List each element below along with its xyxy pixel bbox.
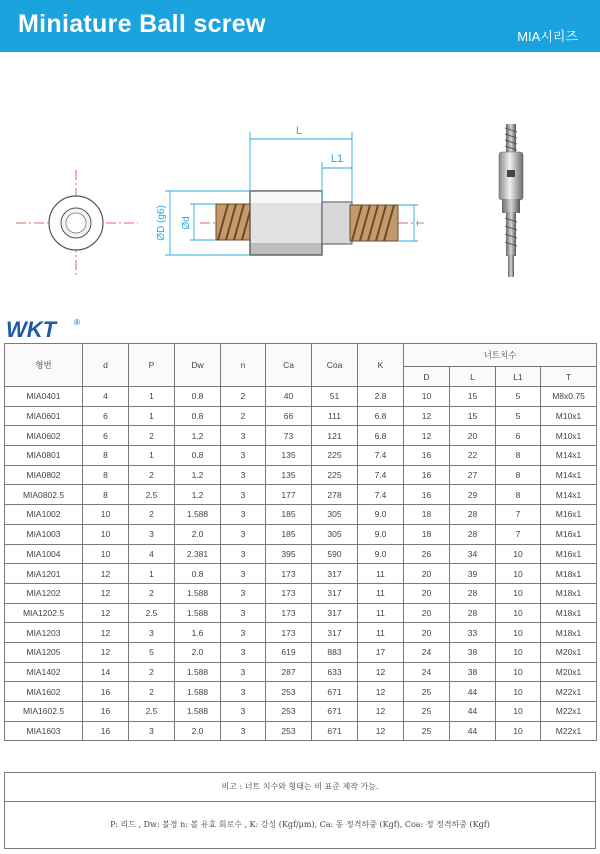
table-cell: 2.5 [129, 702, 175, 722]
table-cell: 4 [83, 387, 129, 407]
table-cell: 20 [404, 583, 450, 603]
table-cell: 305 [312, 524, 358, 544]
table-cell: 8 [496, 485, 541, 505]
table-row [5, 583, 597, 603]
table-cell: 0.8 [175, 446, 221, 466]
table-cell: MIA0401 [5, 387, 83, 407]
table-cell: 5 [496, 387, 541, 407]
table-cell: 38 [450, 662, 496, 682]
table-cell: 4 [129, 544, 175, 564]
table-cell: 671 [312, 702, 358, 722]
table-cell: 1.588 [175, 603, 221, 623]
table-cell: M14x1 [541, 446, 597, 466]
col-p: P [129, 344, 175, 387]
table-cell: 10 [496, 623, 541, 643]
table-row [5, 485, 597, 505]
table-cell: 177 [266, 485, 312, 505]
table-cell: 3 [221, 623, 266, 643]
table-cell: 633 [312, 662, 358, 682]
table-cell: MIA1603 [5, 721, 83, 741]
table-cell: 10 [83, 524, 129, 544]
table-cell: 12 [83, 642, 129, 662]
table-cell: 9.0 [358, 524, 404, 544]
table-cell: 44 [450, 721, 496, 741]
table-row [5, 524, 597, 544]
table-row [5, 642, 597, 662]
table-cell: 2 [129, 662, 175, 682]
table-cell: 3 [221, 662, 266, 682]
table-cell: 22 [450, 446, 496, 466]
side-view [156, 125, 427, 255]
table-cell: 3 [129, 524, 175, 544]
table-cell: 10 [83, 505, 129, 525]
table-row [5, 544, 597, 564]
col-k: K [358, 344, 404, 387]
table-cell: 3 [221, 702, 266, 722]
table-cell: 28 [450, 505, 496, 525]
table-row [5, 682, 597, 702]
col-nut-D: D [404, 367, 450, 387]
table-cell: 1 [129, 446, 175, 466]
table-cell: 12 [83, 623, 129, 643]
table-cell: 173 [266, 603, 312, 623]
table-cell: 11 [358, 564, 404, 584]
table-cell: 2.0 [175, 524, 221, 544]
table-cell: 34 [450, 544, 496, 564]
table-body [5, 387, 597, 741]
table-row [5, 387, 597, 407]
table-cell: 10 [83, 544, 129, 564]
table-cell: 6 [496, 426, 541, 446]
table-cell: 10 [496, 662, 541, 682]
table-cell: 25 [404, 721, 450, 741]
table-cell: MIA1602.5 [5, 702, 83, 722]
table-cell: 12 [83, 603, 129, 623]
table-row [5, 623, 597, 643]
table-cell: 3 [129, 721, 175, 741]
table-row [5, 662, 597, 682]
table-cell: 44 [450, 702, 496, 722]
table-cell: 2.5 [129, 485, 175, 505]
col-model: 형번 [5, 344, 83, 387]
table-cell: 7.4 [358, 485, 404, 505]
svg-text:ØD (g6): ØD (g6) [156, 205, 167, 241]
table-cell: 1.2 [175, 465, 221, 485]
table-cell: M16x1 [541, 505, 597, 525]
table-cell: 20 [404, 623, 450, 643]
col-coa: Coa [312, 344, 358, 387]
table-cell: 3 [129, 623, 175, 643]
table-cell: MIA1602 [5, 682, 83, 702]
table-cell: 2.381 [175, 544, 221, 564]
table-cell: 0.8 [175, 387, 221, 407]
table-cell: 619 [266, 642, 312, 662]
col-d: d [83, 344, 129, 387]
table-cell: 3 [221, 603, 266, 623]
table-cell: 15 [450, 387, 496, 407]
table-cell: 317 [312, 623, 358, 643]
col-n: n [221, 344, 266, 387]
table-cell: 11 [358, 623, 404, 643]
table-cell: 225 [312, 465, 358, 485]
col-nut-L1: L1 [496, 367, 541, 387]
table-cell: M18x1 [541, 564, 597, 584]
table-row [5, 603, 597, 623]
table-cell: 2 [221, 387, 266, 407]
table-cell: 3 [221, 446, 266, 466]
table-row [5, 702, 597, 722]
table-cell: M14x1 [541, 485, 597, 505]
table-cell: M16x1 [541, 524, 597, 544]
table-cell: MIA1202.5 [5, 603, 83, 623]
table-cell: 6.8 [358, 426, 404, 446]
table-cell: 38 [450, 642, 496, 662]
col-nut-L: L [450, 367, 496, 387]
table-cell: 33 [450, 623, 496, 643]
table-cell: 44 [450, 682, 496, 702]
table-cell: 16 [83, 682, 129, 702]
table-cell: 40 [266, 387, 312, 407]
table-cell: 12 [358, 702, 404, 722]
table-cell: 11 [358, 583, 404, 603]
table-cell: MIA1205 [5, 642, 83, 662]
table-cell: 7 [496, 524, 541, 544]
table-cell: 28 [450, 524, 496, 544]
table-cell: 16 [404, 446, 450, 466]
table-cell: 24 [404, 662, 450, 682]
table-cell: MIA1202 [5, 583, 83, 603]
table-cell: M10x1 [541, 406, 597, 426]
table-cell: M20x1 [541, 662, 597, 682]
table-cell: 10 [496, 682, 541, 702]
table-cell: MIA1402 [5, 662, 83, 682]
table-cell: 173 [266, 564, 312, 584]
table-cell: 1.588 [175, 662, 221, 682]
table-cell: 2.0 [175, 642, 221, 662]
table-cell: MIA0602 [5, 426, 83, 446]
table-cell: 11 [358, 603, 404, 623]
spec-table [4, 343, 597, 741]
table-cell: 8 [83, 446, 129, 466]
table-cell: 9.0 [358, 544, 404, 564]
table-cell: 26 [404, 544, 450, 564]
table-cell: 12 [404, 406, 450, 426]
table-cell: 1.6 [175, 623, 221, 643]
table-cell: 3 [221, 505, 266, 525]
table-cell: 1.588 [175, 583, 221, 603]
table-cell: 5 [129, 642, 175, 662]
table-cell: 121 [312, 426, 358, 446]
table-cell: 395 [266, 544, 312, 564]
table-cell: 16 [83, 721, 129, 741]
series-label: MIA시리즈 [517, 29, 578, 44]
remark-text: 비고 : 너트 치수와 형태는 비 표준 제작 가능. [5, 773, 595, 802]
table-cell: M20x1 [541, 642, 597, 662]
table-row [5, 564, 597, 584]
table-cell: 135 [266, 465, 312, 485]
table-cell: 1.588 [175, 505, 221, 525]
table-cell: 6.8 [358, 406, 404, 426]
table-cell: MIA1002 [5, 505, 83, 525]
table-cell: 73 [266, 426, 312, 446]
table-cell: 16 [83, 702, 129, 722]
table-cell: 29 [450, 485, 496, 505]
table-cell: 3 [221, 642, 266, 662]
table-cell: MIA1004 [5, 544, 83, 564]
table-cell: M8x0.75 [541, 387, 597, 407]
table-row [5, 426, 597, 446]
table-cell: 9.0 [358, 505, 404, 525]
table-cell: 3 [221, 524, 266, 544]
table-cell: MIA1003 [5, 524, 83, 544]
table-cell: 10 [496, 642, 541, 662]
header-bar [0, 0, 600, 52]
col-nut-group: 너트치수 [404, 344, 597, 367]
table-cell: 2 [129, 505, 175, 525]
table-cell: 253 [266, 702, 312, 722]
table-cell: 10 [496, 721, 541, 741]
table-row [5, 505, 597, 525]
table-cell: M22x1 [541, 682, 597, 702]
table-cell: 1 [129, 564, 175, 584]
table-cell: 225 [312, 446, 358, 466]
table-cell: 3 [221, 544, 266, 564]
table-cell: 317 [312, 603, 358, 623]
table-cell: 1.588 [175, 682, 221, 702]
table-cell: 2 [129, 583, 175, 603]
col-ca: Ca [266, 344, 312, 387]
table-cell: 27 [450, 465, 496, 485]
table-cell: 20 [404, 603, 450, 623]
table-cell: 66 [266, 406, 312, 426]
table-cell: 671 [312, 721, 358, 741]
table-cell: 39 [450, 564, 496, 584]
table-cell: M14x1 [541, 465, 597, 485]
table-cell: 2 [129, 682, 175, 702]
table-cell: 2 [129, 465, 175, 485]
table-row [5, 465, 597, 485]
table-cell: 3 [221, 465, 266, 485]
table-cell: MIA1203 [5, 623, 83, 643]
table-cell: 10 [404, 387, 450, 407]
svg-text:Ød: Ød [181, 216, 192, 230]
table-cell: MIA1201 [5, 564, 83, 584]
table-cell: 3 [221, 721, 266, 741]
table-cell: M18x1 [541, 603, 597, 623]
table-cell: 8 [83, 465, 129, 485]
table-cell: 1 [129, 406, 175, 426]
ballscrew-drawing [0, 52, 600, 312]
table-cell: 278 [312, 485, 358, 505]
table-cell: 6 [83, 426, 129, 446]
table-cell: 253 [266, 721, 312, 741]
legend-text: P: 리드 , Dw: 볼경 n: 볼 유효 회로수 , K: 강성 (Kgf/μm), Ca: 동 정격하중 (Kgf), Coa: 정 정격하중 (Kgf) [110, 820, 490, 829]
table-cell: 16 [404, 485, 450, 505]
table-cell: 590 [312, 544, 358, 564]
table-cell: 17 [358, 642, 404, 662]
table-cell: 25 [404, 702, 450, 722]
table-cell: 10 [496, 603, 541, 623]
svg-text:T: T [416, 219, 427, 227]
table-cell: 12 [83, 583, 129, 603]
table-cell: 2.5 [129, 603, 175, 623]
table-cell: 1.2 [175, 485, 221, 505]
table-cell: MIA0601 [5, 406, 83, 426]
table-cell: 7 [496, 505, 541, 525]
table-cell: 51 [312, 387, 358, 407]
table-cell: 173 [266, 623, 312, 643]
table-cell: 10 [496, 583, 541, 603]
table-cell: 12 [358, 682, 404, 702]
table-cell: 135 [266, 446, 312, 466]
table-cell: 28 [450, 583, 496, 603]
table-cell: 6 [83, 406, 129, 426]
col-nut-T: T [541, 367, 597, 387]
table-cell: 0.8 [175, 406, 221, 426]
table-cell: 2.0 [175, 721, 221, 741]
table-cell: 1.588 [175, 702, 221, 722]
table-cell: MIA0802 [5, 465, 83, 485]
table-cell: 12 [358, 721, 404, 741]
table-cell: 10 [496, 564, 541, 584]
svg-text:®: ® [74, 318, 80, 327]
table-cell: 7.4 [358, 446, 404, 466]
table-cell: 883 [312, 642, 358, 662]
table-cell: M18x1 [541, 623, 597, 643]
table-cell: 12 [83, 564, 129, 584]
table-cell: 305 [312, 505, 358, 525]
table-cell: 5 [496, 406, 541, 426]
table-cell: M16x1 [541, 544, 597, 564]
table-cell: MIA0802.5 [5, 485, 83, 505]
table-row [5, 446, 597, 466]
table-cell: 28 [450, 603, 496, 623]
table-cell: MIA0801 [5, 446, 83, 466]
end-view [16, 170, 138, 277]
table-header-row [5, 344, 597, 367]
table-cell: 18 [404, 505, 450, 525]
table-cell: 185 [266, 524, 312, 544]
table-cell: 185 [266, 505, 312, 525]
table-cell: 15 [450, 406, 496, 426]
brand-logo [4, 316, 84, 342]
table-cell: 3 [221, 682, 266, 702]
table-row [5, 406, 597, 426]
table-cell: M10x1 [541, 426, 597, 446]
col-dw: Dw [175, 344, 221, 387]
table-cell: 10 [496, 702, 541, 722]
svg-text:L1: L1 [330, 153, 344, 165]
table-cell: 14 [83, 662, 129, 682]
notes-box [4, 772, 596, 849]
table-cell: 8 [496, 465, 541, 485]
table-cell: 3 [221, 485, 266, 505]
table-cell: 2 [221, 406, 266, 426]
table-cell: 287 [266, 662, 312, 682]
table-cell: 3 [221, 583, 266, 603]
table-cell: 111 [312, 406, 358, 426]
table-cell: 18 [404, 524, 450, 544]
table-cell: 8 [496, 446, 541, 466]
table-cell: 10 [496, 544, 541, 564]
table-cell: 12 [358, 662, 404, 682]
table-cell: 20 [404, 564, 450, 584]
table-cell: M22x1 [541, 721, 597, 741]
table-cell: 8 [83, 485, 129, 505]
svg-text:L: L [295, 125, 303, 137]
table-cell: 317 [312, 583, 358, 603]
table-cell: M22x1 [541, 702, 597, 722]
svg-text:WKT: WKT [6, 317, 57, 342]
table-cell: 16 [404, 465, 450, 485]
table-cell: 0.8 [175, 564, 221, 584]
table-cell: 24 [404, 642, 450, 662]
table-cell: 3 [221, 426, 266, 446]
table-cell: 253 [266, 682, 312, 702]
table-cell: 173 [266, 583, 312, 603]
table-cell: 12 [404, 426, 450, 446]
table-cell: 2 [129, 426, 175, 446]
table-cell: 1 [129, 387, 175, 407]
table-cell: 671 [312, 682, 358, 702]
table-cell: 1.2 [175, 426, 221, 446]
table-cell: 7.4 [358, 465, 404, 485]
table-cell: 2.8 [358, 387, 404, 407]
table-row [5, 721, 597, 741]
page-title: Miniature Ball screw [18, 10, 266, 38]
table-cell: 25 [404, 682, 450, 702]
table-cell: M18x1 [541, 583, 597, 603]
table-cell: 20 [450, 426, 496, 446]
table-cell: 317 [312, 564, 358, 584]
product-photo [499, 124, 523, 277]
table-cell: 3 [221, 564, 266, 584]
